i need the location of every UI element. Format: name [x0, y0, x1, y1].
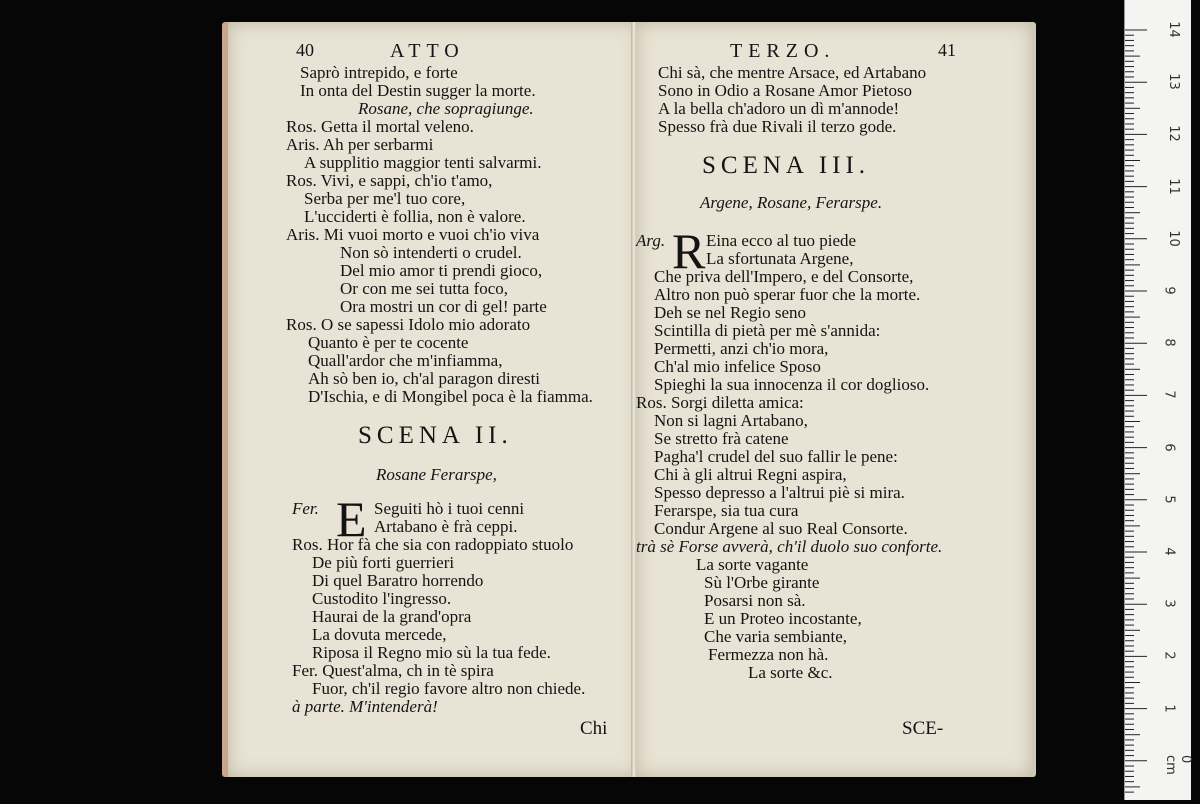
- text-line: Quanto è per te cocente: [308, 333, 469, 352]
- text-line: Seguiti hò i tuoi cenni: [374, 499, 525, 518]
- text-line: De più forti guerrieri: [312, 553, 455, 572]
- ruler-label: 6: [1161, 442, 1177, 452]
- text-line: Ferarspe, sia tua cura: [654, 501, 799, 520]
- text-line: L'ucciderti è follia, non è valore.: [304, 207, 526, 226]
- ruler-label: 9: [1161, 286, 1177, 295]
- text-line: La sfortunata Argene,: [706, 249, 854, 268]
- text-line: Permetti, anzi ch'io mora,: [654, 339, 829, 358]
- text-line: Spieghi la sua innocenza il cor doglioso.: [654, 375, 930, 394]
- ruler-label: 2: [1161, 651, 1177, 661]
- ruler-label: 0 cm: [1163, 754, 1193, 775]
- text-line: trà sè Forse avverà, ch'il duolo suo conforte.: [636, 537, 943, 556]
- text-line: Ora mostri un cor di gel! parte: [340, 297, 547, 316]
- catchword: SCE-: [902, 718, 944, 739]
- left-page: [222, 22, 640, 777]
- scene-characters: Rosane Ferarspe,: [376, 465, 497, 484]
- text-line: Ros. Sorgi diletta amica:: [636, 393, 804, 412]
- text-line: Riposa il Regno mio sù la tua fede.: [312, 643, 551, 662]
- text-line: Saprò intrepido, e forte: [300, 63, 458, 82]
- ruler-label: 12: [1165, 125, 1181, 143]
- text-line: Fer. Quest'alma, ch in tè spira: [292, 661, 494, 680]
- text-line: Altro non può sperar fuor che la morte.: [654, 285, 921, 304]
- text-line: Haurai de la grand'opra: [312, 607, 472, 626]
- ruler-label: 13: [1165, 73, 1181, 90]
- text-line: In onta del Destin sugger la morte.: [300, 81, 536, 100]
- right-running-head: TERZO.: [730, 40, 836, 62]
- ruler-label: 5: [1161, 495, 1177, 504]
- catchword: Chi: [580, 718, 608, 739]
- text-line: Aris. Ah per serbarmi: [286, 135, 434, 154]
- text-line: Sono in Odio a Rosane Amor Pietoso: [658, 81, 913, 100]
- text-line: Scintilla di pietà per mè s'annida:: [654, 321, 881, 340]
- text-line: Quall'ardor che m'infiamma,: [308, 351, 503, 370]
- text-line: La sorte &c.: [748, 663, 833, 682]
- ruler-label: 1: [1161, 703, 1177, 713]
- scale-ruler: [1124, 0, 1191, 800]
- text-line: Custodito l'ingresso.: [312, 589, 452, 608]
- text-line: à parte. M'intenderà!: [292, 697, 438, 716]
- right-page: [636, 22, 1036, 777]
- text-line: Posarsi non sà.: [704, 591, 806, 610]
- text-line: Serba per me'l tuo core,: [304, 189, 466, 208]
- speaker-label: Arg.: [636, 231, 666, 250]
- text-line: Deh se nel Regio seno: [654, 303, 807, 322]
- text-line: Pagha'l crudel del suo fallir le pene:: [654, 447, 898, 466]
- text-line: Non sò intenderti o crudel.: [340, 243, 522, 262]
- text-line: D'Ischia, e di Mongibel poca è la fiamma.: [308, 387, 593, 406]
- text-line: Fermezza non hà.: [708, 645, 829, 664]
- drop-cap: R: [672, 223, 706, 279]
- ruler-ticks: [1125, 0, 1191, 800]
- ruler-label: 10: [1165, 230, 1181, 247]
- ruler-label: 14: [1165, 21, 1181, 38]
- scene-characters: Argene, Rosane, Ferarspe.: [700, 193, 883, 212]
- ruler-label: 11: [1165, 177, 1181, 195]
- text-line: Spesso frà due Rivali il terzo gode.: [658, 117, 897, 136]
- text-line: La dovuta mercede,: [312, 625, 447, 644]
- text-line: Che varia sembiante,: [704, 627, 848, 646]
- left-page-number: 40: [296, 40, 314, 60]
- right-page-number: 41: [938, 40, 956, 60]
- ruler-label: 3: [1161, 599, 1177, 608]
- drop-cap: E: [336, 491, 367, 547]
- text-line: Non si lagni Artabano,: [654, 411, 808, 430]
- text-line: Or con me sei tutta foco,: [340, 279, 509, 298]
- text-line: Ch'al mio infelice Sposo: [654, 357, 821, 376]
- text-line: Che priva dell'Impero, e del Consorte,: [654, 267, 914, 286]
- text-line: Aris. Mi vuoi morto e vuoi ch'io viva: [286, 225, 540, 244]
- text-line: Eina ecco al tuo piede: [706, 231, 857, 250]
- left-running-head: ATTO: [390, 40, 465, 62]
- text-line: Ros. Vivi, e sappi, ch'io t'amo,: [286, 171, 493, 190]
- text-line: Ros. Getta il mortal veleno.: [286, 117, 474, 136]
- text-line: Fuor, ch'il regio favore altro non chiede.: [312, 679, 586, 698]
- text-line: A la bella ch'adoro un dì m'annode!: [658, 99, 900, 118]
- text-line: La sorte vagante: [696, 555, 809, 574]
- text-line: Chi sà, che mentre Arsace, ed Artabano: [658, 63, 927, 82]
- text-line: Ah sò ben io, ch'al paragon diresti: [308, 369, 541, 388]
- text-line: Ros. O se sapessi Idolo mio adorato: [286, 315, 531, 334]
- ruler-label: 4: [1161, 547, 1177, 556]
- text-line: A supplitio maggior tenti salvarmi.: [304, 153, 542, 172]
- ruler-label: 7: [1161, 390, 1177, 400]
- text-line: Chi à gli altrui Regni aspira,: [654, 465, 847, 484]
- text-line: E un Proteo incostante,: [704, 609, 862, 628]
- scene-heading: SCENA II.: [358, 422, 513, 449]
- ruler-label: 8: [1161, 338, 1177, 347]
- text-line: Artabano è frà ceppi.: [374, 517, 518, 536]
- stage-direction: Rosane, che sopragiunge.: [358, 99, 534, 118]
- text-line: Ros. Hor fà che sia con radoppiato stuolo: [292, 535, 574, 554]
- text-line: Sù l'Orbe girante: [704, 573, 820, 592]
- text-line: Del mio amor ti prendi gioco,: [340, 261, 543, 280]
- text-line: Spesso depresso a l'altrui piè si mira.: [654, 483, 905, 502]
- text-line: Condur Argene al suo Real Consorte.: [654, 519, 908, 538]
- text-line: Di quel Baratro horrendo: [312, 571, 484, 590]
- speaker-label: Fer.: [292, 499, 319, 518]
- scene-heading: SCENA III.: [702, 152, 871, 179]
- text-line: Se stretto frà catene: [654, 429, 789, 448]
